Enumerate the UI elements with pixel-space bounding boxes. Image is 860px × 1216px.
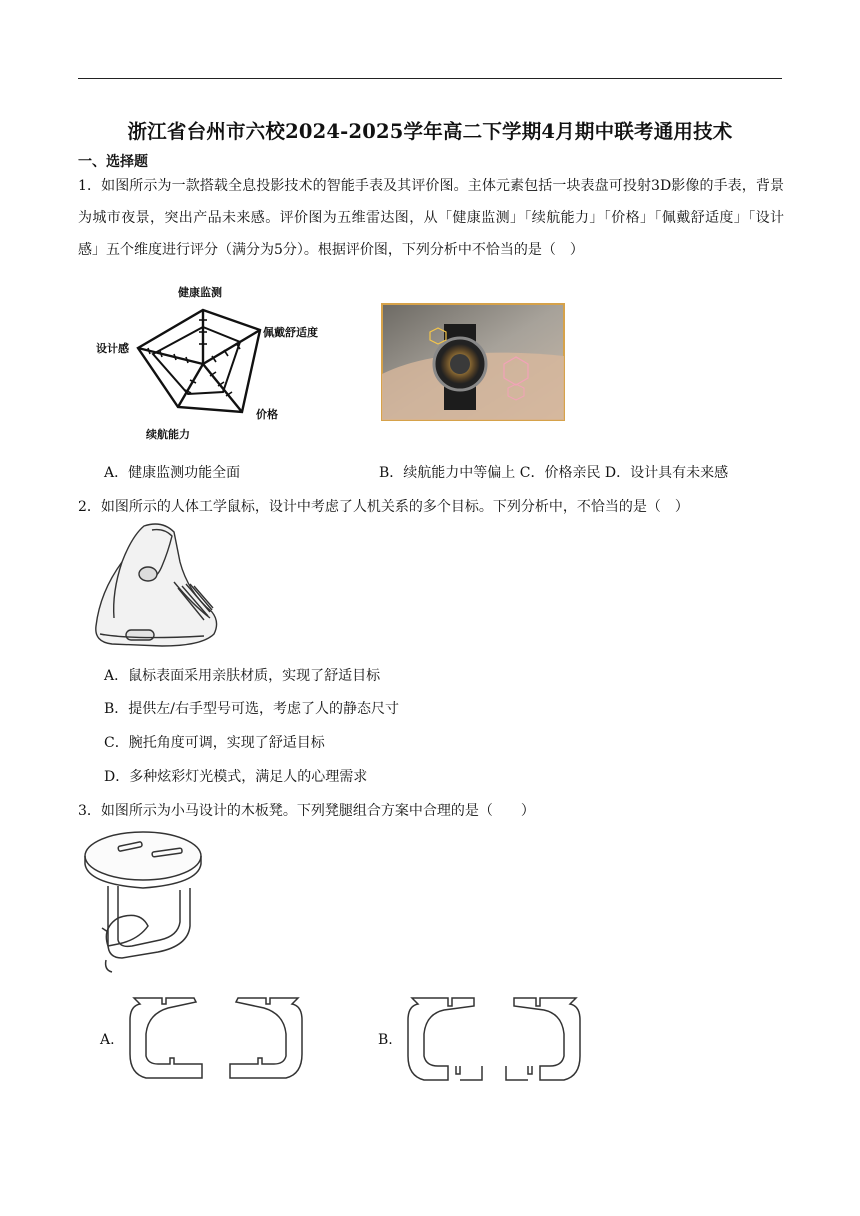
radar-chart bbox=[90, 282, 340, 442]
smartwatch-photo bbox=[382, 304, 564, 420]
q3-option-a-label: A. bbox=[100, 1032, 115, 1048]
q2-option-a: A．鼠标表面采用亲肤材质，实现了舒适目标 bbox=[104, 668, 381, 684]
q3-option-b-label: B. bbox=[378, 1032, 393, 1048]
q1-option-a: A．健康监测功能全面 bbox=[104, 465, 241, 481]
ergonomic-mouse-image bbox=[92, 522, 222, 654]
question-3-stem: 3．如图所示为小马设计的木板凳。下列凳腿组合方案中合理的是（ ） bbox=[78, 803, 535, 819]
q2-option-c: C．腕托角度可调，实现了舒适目标 bbox=[104, 735, 325, 751]
q3-option-b-image bbox=[404, 994, 584, 1086]
page-title: 浙江省台州市六校2024-2025学年高二下学期4月期中联考通用技术 bbox=[127, 120, 733, 143]
q2-option-b: B．提供左/右手型号可选，考虑了人的静态尺寸 bbox=[104, 701, 400, 717]
wooden-stool-image bbox=[78, 828, 208, 974]
radar-label-battery: 续航能力 bbox=[146, 428, 190, 441]
radar-label-comfort: 佩戴舒适度 bbox=[263, 326, 318, 339]
section-heading: 一、选择题 bbox=[78, 154, 148, 170]
radar-label-price: 价格 bbox=[256, 408, 278, 421]
question-1-stem: 1．如图所示为一款搭载全息投影技术的智能手表及其评价图。主体元素包括一块表盘可投射3D影像的手表，背景为城市夜景，突出产品未来感。评价图为五维雷达图，从「健康监测」「续航能力」「价格」「佩戴舒适度」「设计感」五个维度进行评分（满分为5分）。根据评价图，下列分析中不恰当的是（ ） bbox=[78, 178, 784, 258]
radar-label-health: 健康监测 bbox=[178, 286, 222, 299]
q2-option-d: D．多种炫彩灯光模式，满足人的心理需求 bbox=[104, 769, 368, 785]
q1-options-bcd: B．续航能力中等偏上 C．价格亲民 D．设计具有未来感 bbox=[379, 465, 729, 481]
q3-option-a-image bbox=[126, 994, 306, 1084]
header-rule bbox=[78, 78, 782, 79]
radar-label-design: 设计感 bbox=[96, 342, 129, 355]
question-2-stem: 2．如图所示的人体工学鼠标，设计中考虑了人机关系的多个目标。下列分析中，不恰当的是（ ） bbox=[78, 499, 689, 515]
